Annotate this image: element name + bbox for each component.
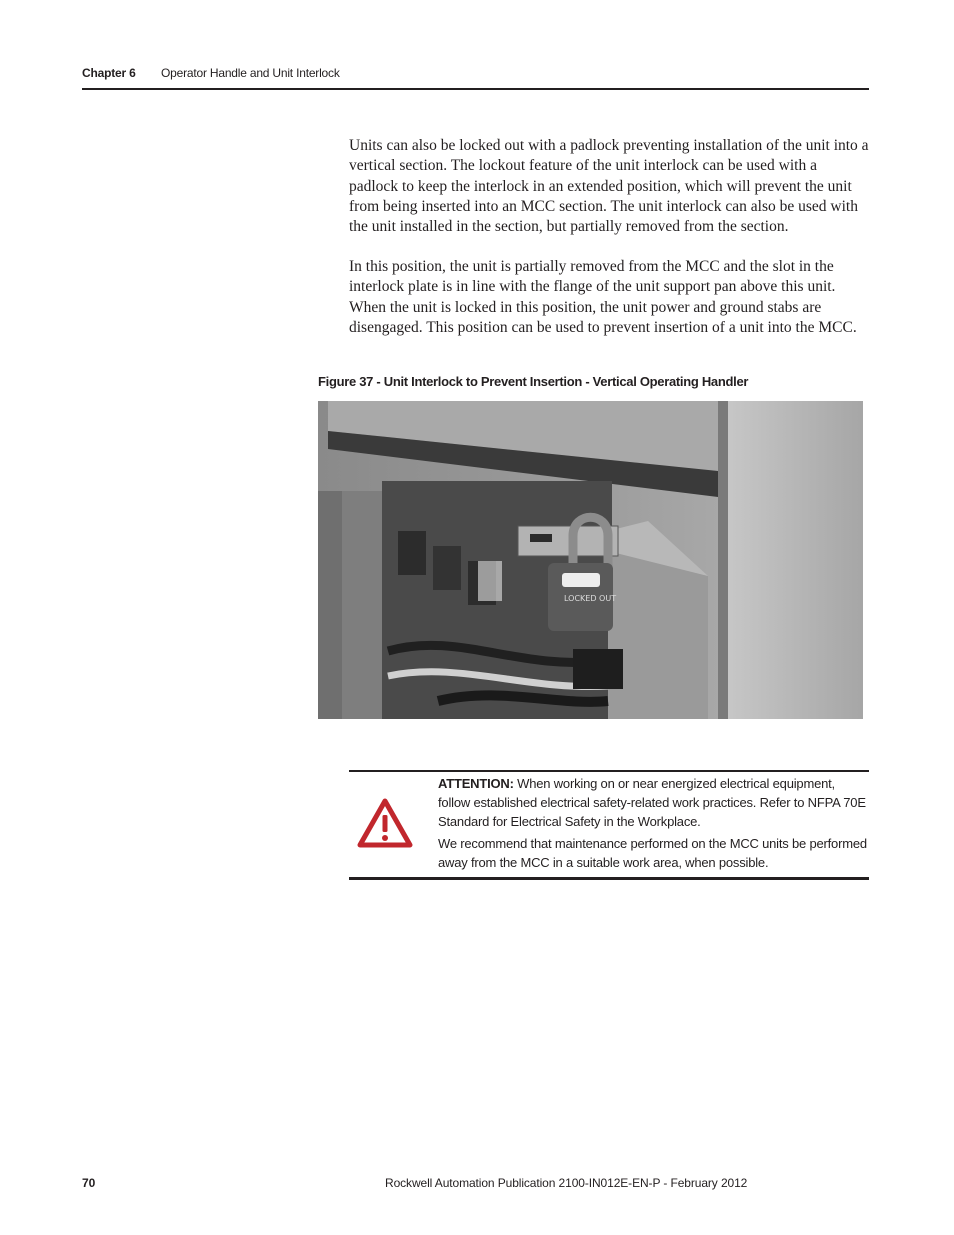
attention-text-2: We recommend that maintenance performed on the MCC units be performed away from the MCC in a suitable work area, when possible. [438, 836, 867, 870]
page-header [82, 66, 869, 90]
section-title: Operator Handle and Unit Interlock [161, 66, 340, 80]
figure-photo [318, 401, 863, 719]
warning-triangle-icon [357, 798, 413, 848]
chapter-label: Chapter 6 [82, 66, 136, 80]
attention-text [438, 774, 868, 872]
attention-box [349, 770, 869, 880]
attention-rule-bottom [349, 877, 869, 880]
body-paragraph-2: In this position, the unit is partially removed from the MCC and the slot in the interlock plate is in line with the flange of the unit support pan above this unit. When the unit is locked in this position, the unit power and ground stabs are disengaged. This position can be used to prevent insertion of a unit into the MCC. [349, 258, 857, 336]
attention-label: ATTENTION: [438, 776, 514, 791]
page-number: 70 [82, 1176, 96, 1190]
padlock-tag: LOCKED OUT [564, 594, 617, 603]
figure-caption: Figure 37 - Unit Interlock to Prevent Insertion - Vertical Operating Handler [318, 374, 749, 389]
attention-text-1: When working on or near energized electrical equipment, follow established electrical safety-related work practices. Refer to NFPA 70E Standard for Electrical Safety in the Workplace. [438, 776, 866, 829]
attention-rule-top [349, 770, 869, 772]
header-rule [82, 88, 869, 90]
publication-footer: Rockwell Automation Publication 2100-IN012E-EN-P - February 2012 [385, 1176, 748, 1190]
body-paragraph-1: Units can also be locked out with a padlock preventing installation of the unit into a vertical section. The lockout feature of the unit interlock can be used with a padlock to keep the interlock in an extended position, which will prevent the unit from being inserted into an MCC section. The unit interlock can also be used with the unit installed in the section, but partially removed from the section. [349, 137, 869, 236]
